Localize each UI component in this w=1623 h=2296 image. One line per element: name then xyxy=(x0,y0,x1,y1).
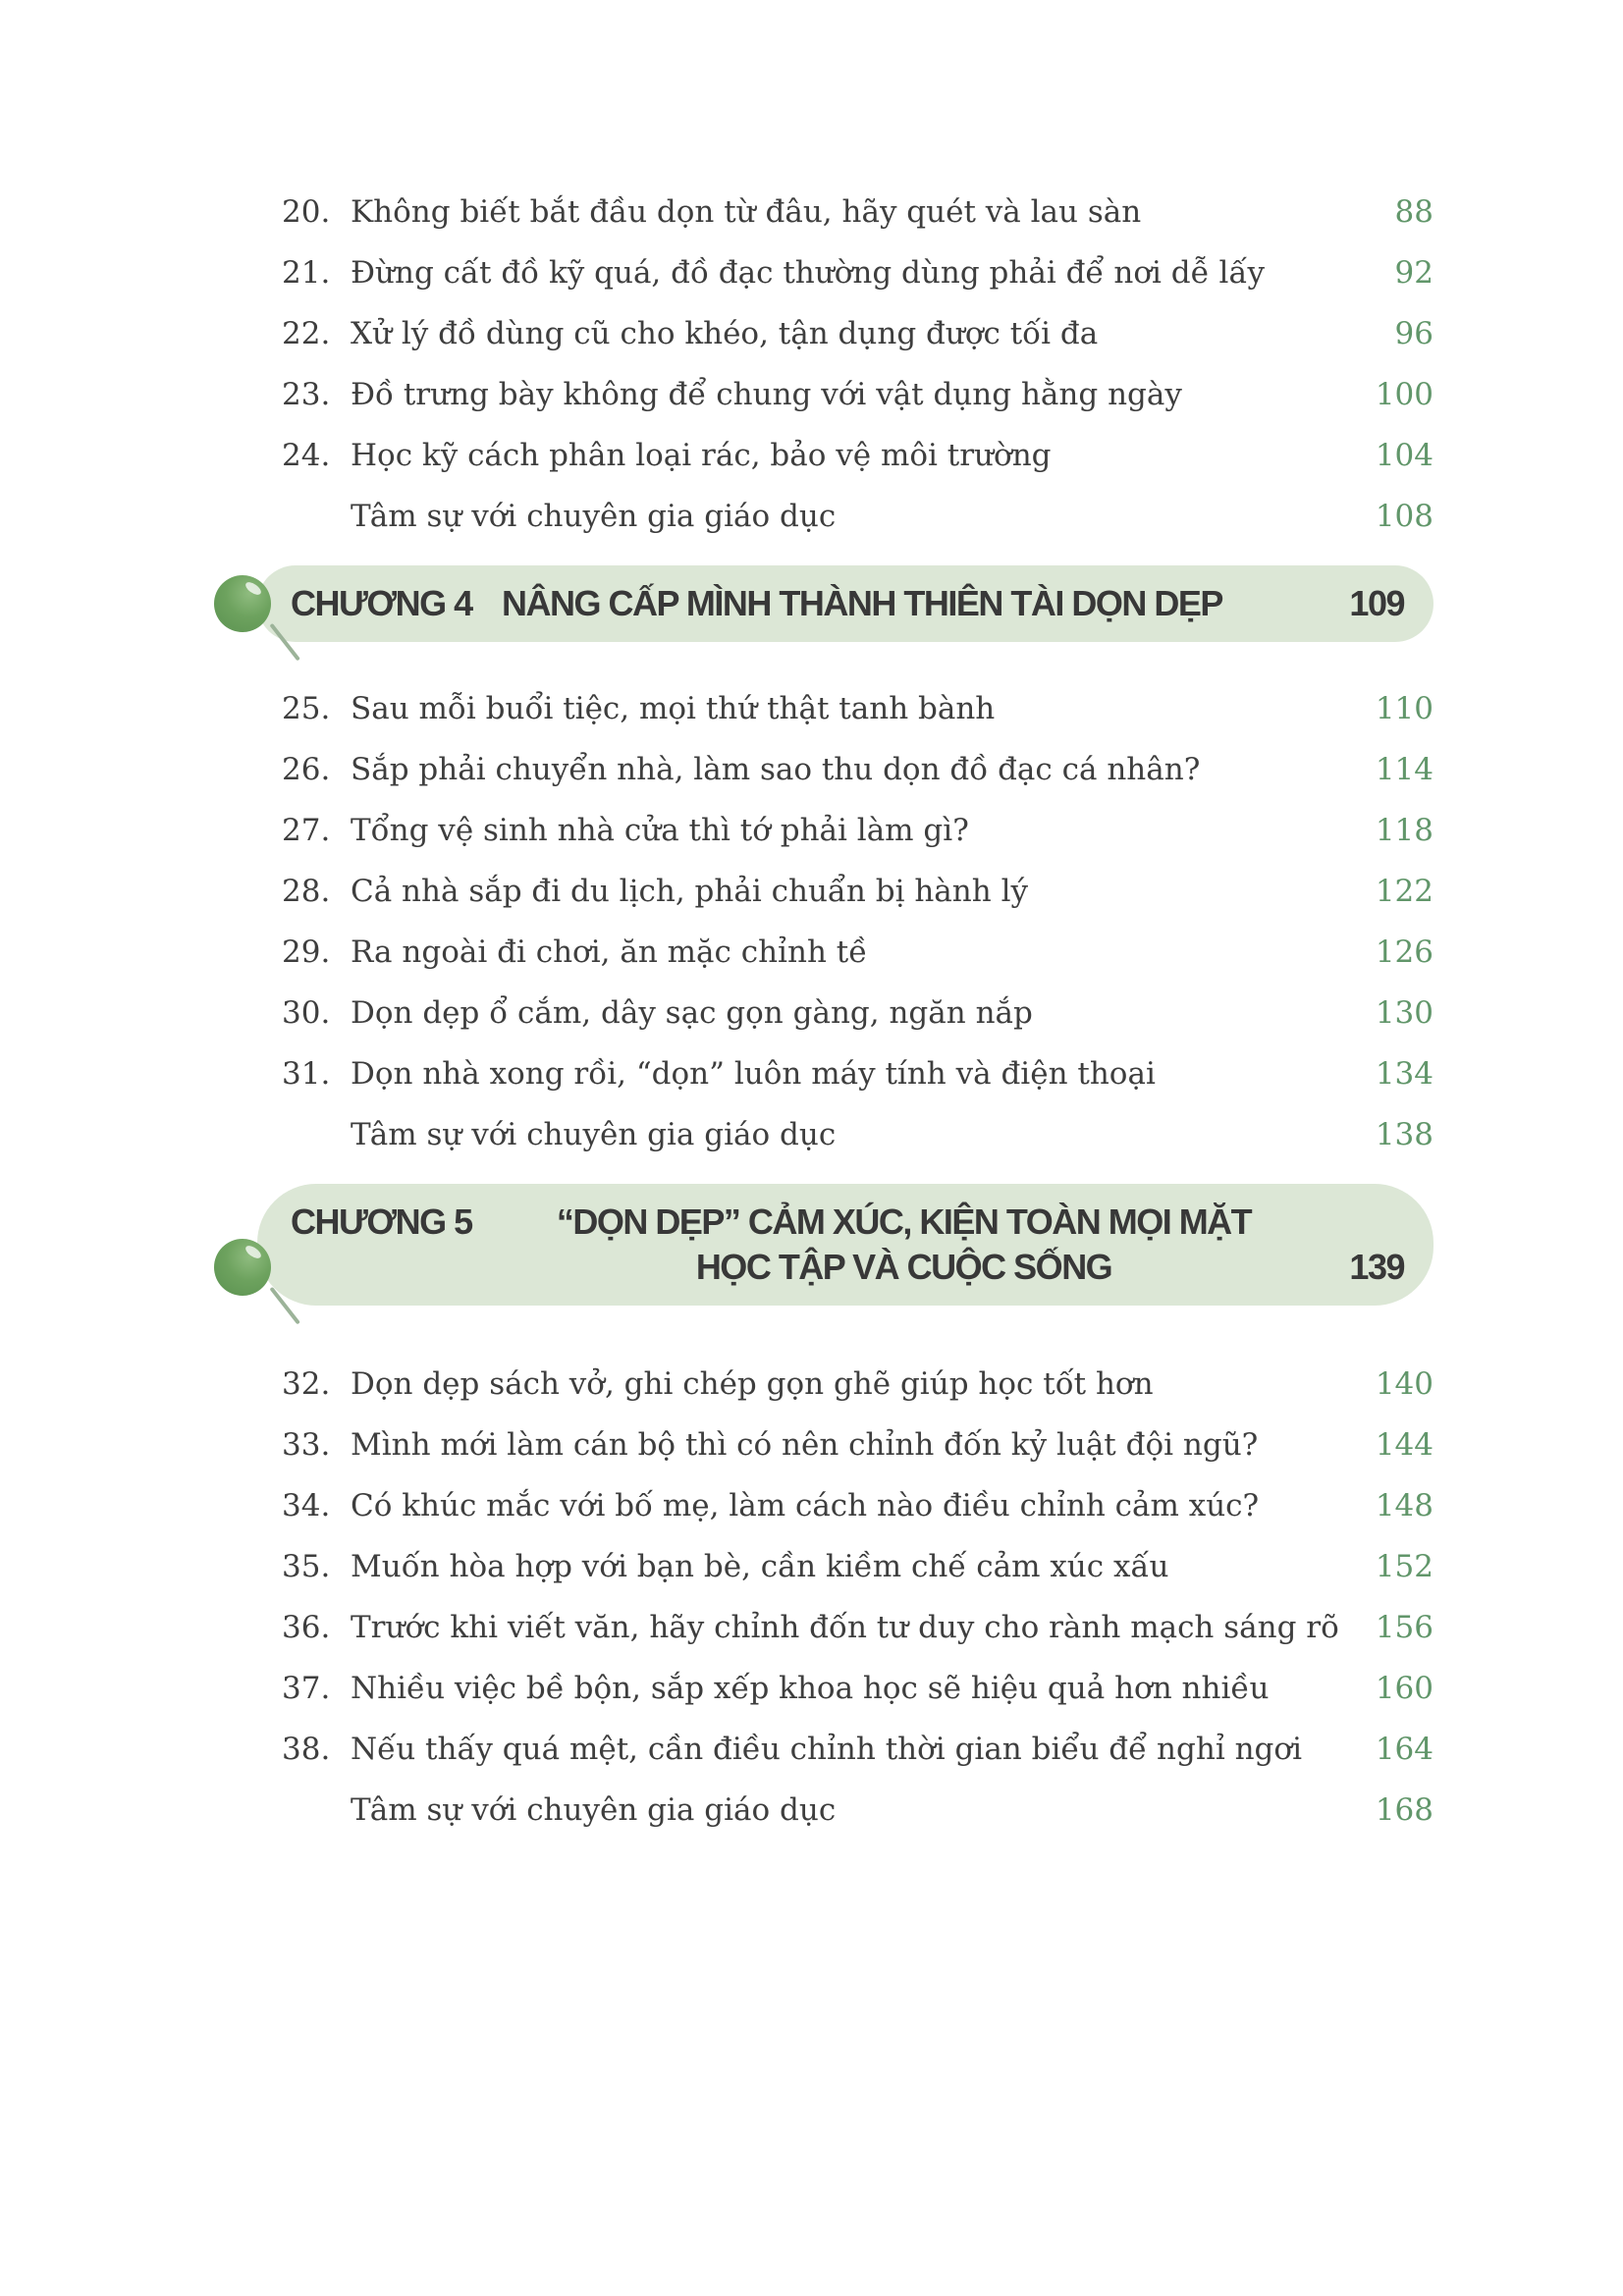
entry-page-number: 100 xyxy=(1375,377,1434,412)
toc-entry xyxy=(282,1054,1434,1094)
toc-entry xyxy=(282,1547,1434,1586)
toc-entry xyxy=(282,872,1434,911)
toc-entry xyxy=(282,1730,1434,1769)
toc-entry xyxy=(282,993,1434,1033)
entry-page-number: 104 xyxy=(1375,438,1434,473)
entry-title: Tổng vệ sinh nhà cửa thì tớ phải làm gì? xyxy=(351,813,969,848)
entry-number: 25. xyxy=(282,691,331,726)
pushpin-highlight xyxy=(243,1244,263,1261)
entry-page-number: 138 xyxy=(1375,1117,1434,1152)
entry-number: 38. xyxy=(282,1732,331,1767)
toc-entry xyxy=(282,1364,1434,1404)
entry-number: 33. xyxy=(282,1427,331,1463)
toc-entry xyxy=(282,1425,1434,1465)
pushpin-tail xyxy=(269,1287,299,1325)
chapter-page-number: 139 xyxy=(1349,1247,1404,1287)
toc-entry xyxy=(282,1608,1434,1647)
pushpin-icon xyxy=(214,1239,271,1296)
entry-page-number: 134 xyxy=(1375,1056,1434,1092)
toc-entry xyxy=(282,436,1434,475)
entry-page-number: 110 xyxy=(1375,691,1434,726)
toc-entry xyxy=(282,1669,1434,1708)
entry-number: 30. xyxy=(282,995,331,1031)
entry-page-number: 160 xyxy=(1375,1671,1434,1706)
entry-page-number: 152 xyxy=(1375,1549,1434,1584)
chapter-title-line-2: HỌC TẬP VÀ CUỘC SỐNG xyxy=(695,1247,1112,1287)
chapter-page-number: 109 xyxy=(1349,583,1404,623)
entry-title: Tâm sự với chuyên gia giáo dục xyxy=(351,1117,837,1152)
entry-title: Xử lý đồ dùng cũ cho khéo, tận dụng được tối đa xyxy=(351,316,1099,351)
table-of-contents xyxy=(282,192,1434,1851)
entry-number: 24. xyxy=(282,438,331,473)
entry-number: 28. xyxy=(282,874,331,909)
entry-title: Tâm sự với chuyên gia giáo dục xyxy=(351,499,837,534)
entry-page-number: 164 xyxy=(1375,1732,1434,1767)
toc-entry xyxy=(282,689,1434,728)
toc-entry xyxy=(282,750,1434,789)
toc-entry xyxy=(282,811,1434,850)
entry-page-number: 96 xyxy=(1394,316,1434,351)
toc-entry xyxy=(282,1486,1434,1525)
toc-entry xyxy=(282,933,1434,972)
entry-page-number: 140 xyxy=(1375,1366,1434,1402)
chapter-title: NÂNG CẤP MÌNH THÀNH THIÊN TÀI DỌN DẸP xyxy=(502,583,1222,623)
chapter-5-heading xyxy=(257,1184,1434,1306)
entry-page-number: 148 xyxy=(1375,1488,1434,1523)
entry-number: 27. xyxy=(282,813,331,848)
entry-page-number: 156 xyxy=(1375,1610,1434,1645)
entry-title: Tâm sự với chuyên gia giáo dục xyxy=(351,1792,837,1828)
entry-title: Sắp phải chuyển nhà, làm sao thu dọn đồ đạc cá nhân? xyxy=(351,752,1201,787)
chapter-title-line-1: “DỌN DẸP” CẢM XÚC, KIỆN TOÀN MỌI MẶT xyxy=(556,1201,1252,1242)
entry-number: 36. xyxy=(282,1610,331,1645)
entry-page-number: 130 xyxy=(1375,995,1434,1031)
entry-number: 37. xyxy=(282,1671,331,1706)
chapter-title xyxy=(502,1200,1325,1290)
entry-title: Đồ trưng bày không để chung với vật dụng hằng ngày xyxy=(351,377,1182,412)
toc-entry-expert-talk xyxy=(282,1115,1434,1154)
entry-page-number: 122 xyxy=(1375,874,1434,909)
entry-title: Có khúc mắc với bố mẹ, làm cách nào điều chỉnh cảm xúc? xyxy=(351,1488,1260,1523)
toc-entry xyxy=(282,375,1434,414)
entry-title: Học kỹ cách phân loại rác, bảo vệ môi trường xyxy=(351,438,1052,473)
pushpin-icon xyxy=(214,575,271,632)
entry-title: Nhiều việc bề bộn, sắp xếp khoa học sẽ hiệu quả hơn nhiều xyxy=(351,1671,1270,1706)
chapter-label: CHƯƠNG 5 xyxy=(291,1201,472,1242)
entry-number: 32. xyxy=(282,1366,331,1402)
entry-number: 26. xyxy=(282,752,331,787)
toc-entry xyxy=(282,253,1434,293)
entry-page-number: 118 xyxy=(1375,813,1434,848)
chapter-4-heading xyxy=(257,565,1434,642)
entry-number: 20. xyxy=(282,194,331,230)
entry-title: Sau mỗi buổi tiệc, mọi thứ thật tanh bành xyxy=(351,691,996,726)
entry-number: 35. xyxy=(282,1549,331,1584)
entry-page-number: 88 xyxy=(1394,194,1434,230)
entry-title: Dọn dẹp ổ cắm, dây sạc gọn gàng, ngăn nắp xyxy=(351,995,1033,1031)
entry-title: Nếu thấy quá mệt, cần điều chỉnh thời gian biểu để nghỉ ngơi xyxy=(351,1732,1302,1767)
entry-number: 29. xyxy=(282,934,331,970)
entry-number: 31. xyxy=(282,1056,331,1092)
toc-entry-expert-talk xyxy=(282,497,1434,536)
entry-number: 22. xyxy=(282,316,331,351)
chapter-label: CHƯƠNG 4 xyxy=(291,583,472,623)
entry-title: Dọn nhà xong rồi, “dọn” luôn máy tính và điện thoại xyxy=(351,1056,1156,1092)
entry-title: Dọn dẹp sách vở, ghi chép gọn ghẽ giúp học tốt hơn xyxy=(351,1366,1154,1402)
entry-page-number: 114 xyxy=(1375,752,1434,787)
toc-entry xyxy=(282,192,1434,232)
entry-page-number: 144 xyxy=(1375,1427,1434,1463)
entry-title: Cả nhà sắp đi du lịch, phải chuẩn bị hành lý xyxy=(351,874,1028,909)
toc-entry xyxy=(282,314,1434,353)
entry-page-number: 92 xyxy=(1394,255,1434,291)
entry-title: Mình mới làm cán bộ thì có nên chỉnh đốn kỷ luật đội ngũ? xyxy=(351,1427,1259,1463)
entry-number: 34. xyxy=(282,1488,331,1523)
entry-page-number: 108 xyxy=(1375,499,1434,534)
entry-title: Ra ngoài đi chơi, ăn mặc chỉnh tề xyxy=(351,934,868,970)
toc-entry-expert-talk xyxy=(282,1790,1434,1830)
entry-number: 21. xyxy=(282,255,331,291)
entry-title: Muốn hòa hợp với bạn bè, cần kiềm chế cảm xúc xấu xyxy=(351,1549,1169,1584)
entry-title: Không biết bắt đầu dọn từ đâu, hãy quét và lau sàn xyxy=(351,194,1142,230)
entry-title: Đừng cất đồ kỹ quá, đồ đạc thường dùng phải để nơi dễ lấy xyxy=(351,255,1265,291)
pushpin-tail xyxy=(269,623,299,662)
entry-title: Trước khi viết văn, hãy chỉnh đốn tư duy cho rành mạch sáng rõ xyxy=(351,1610,1339,1645)
pushpin-highlight xyxy=(243,580,263,598)
entry-page-number: 168 xyxy=(1375,1792,1434,1828)
entry-page-number: 126 xyxy=(1375,934,1434,970)
entry-number: 23. xyxy=(282,377,331,412)
